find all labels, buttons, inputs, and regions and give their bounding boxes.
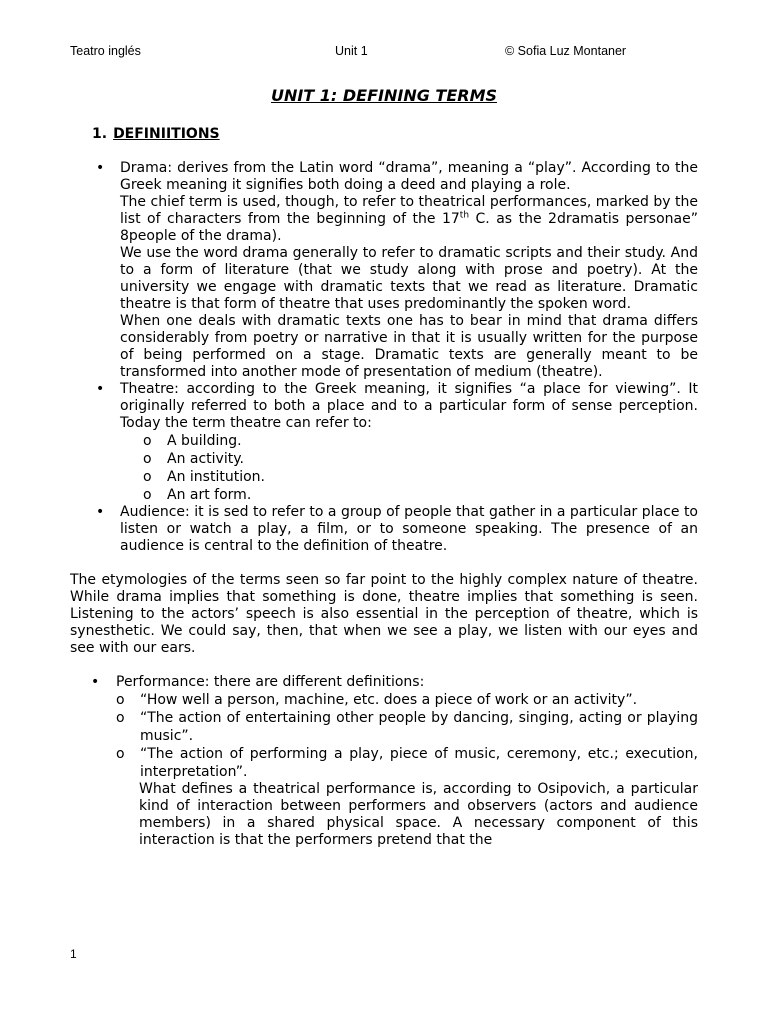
definitions-list xyxy=(70,160,698,555)
performance-sublist xyxy=(93,691,698,781)
sub-item: o A building. xyxy=(120,432,698,450)
drama-paragraph-3: We use the word drama generally to refer to dramatic scripts and their study. And to a form of literature (that we study along with prose and poetry). At the university we engage with dramatic texts that we read as literature. Dramatic theatre is that form of theatre that uses predominantly the spoken word. xyxy=(120,245,698,312)
performance-body xyxy=(116,691,698,849)
etymology-paragraph: The etymologies of the terms seen so far point to the highly complex nature of theatre. While drama implies that something is done, theatre implies that something is seen. Listening to the actors’ speech is also essential in the perception of theatre, which is synesthetic. We could say, then, that when we see a play, we listen with our eyes and see with our ears. xyxy=(70,572,698,656)
sub-item: o “The action of entertaining other people by dancing, singing, acting or playing music”. xyxy=(93,709,698,745)
sub-item: o “How well a person, machine, etc. does a piece of work or an activity”. xyxy=(93,691,698,709)
performance-paragraph: What defines a theatrical performance is, according to Osipovich, a particular kind of interaction between performers and observers (actors and audience members) in a shared physical space. A necessary component of this interaction is that the performers pretend that the xyxy=(139,781,698,848)
section-number: 1. xyxy=(92,126,108,142)
page-number: 1 xyxy=(70,947,77,961)
list-item-audience xyxy=(70,504,698,555)
list-item-theatre xyxy=(70,381,698,504)
header-unit: Unit 1 xyxy=(335,44,368,58)
sub-item: o An activity. xyxy=(120,450,698,468)
theatre-definition: • Theatre: according to the Greek meaning, it signifies “a place for viewing”. It originally referred to both a place and to a particular form of sense perception. Today the term theatre can refer to: xyxy=(120,381,698,431)
document-body xyxy=(70,160,698,849)
header-author: © Sofia Luz Montaner xyxy=(505,44,627,58)
list-item-performance xyxy=(70,674,698,691)
drama-paragraph-4: When one deals with dramatic texts one has to bear in mind that drama differs considerably from poetry or narrative in that it is usually written for the purpose of being performed on a stage. Dramatic texts are generally meant to be transformed into another mode of presentation of medium (theatre). xyxy=(120,313,698,380)
performance-definition: • Performance: there are different definitions: xyxy=(116,674,425,690)
audience-definition: • Audience: it is sed to refer to a group of people that gather in a particular place to listen or watch a play, a film, or to someone speaking. The presence of an audience is central to the definition of theatre. xyxy=(120,504,698,554)
spacer xyxy=(70,555,698,572)
drama-definition: • Drama: derives from the Latin word “drama”, meaning a “play”. According to the Greek meaning it signifies both doing a deed and playing a role. xyxy=(120,160,698,193)
theatre-sublist xyxy=(120,432,698,504)
header-course: Teatro inglés xyxy=(70,44,141,58)
sub-item: o An art form. xyxy=(120,486,698,504)
drama-paragraph-2 xyxy=(120,194,698,245)
drama-p2-tail: C. as the 2dramatis personae” 8people of the drama). xyxy=(120,211,698,244)
spacer xyxy=(70,657,698,674)
performance-list xyxy=(70,674,698,691)
page-title: UNIT 1: DEFINING TERMS xyxy=(270,86,498,105)
century-superscript: th xyxy=(459,210,470,221)
sub-item: o An institution. xyxy=(120,468,698,486)
drama-p2-text: The chief term is used, though, to refer to theatrical performances, marked by the list of characters from the beginning of the 17 xyxy=(120,194,698,227)
section-heading xyxy=(92,126,220,142)
sub-item: o “The action of performing a play, piece of music, ceremony, etc.; execution, interpretation”. xyxy=(93,745,698,781)
list-item-drama xyxy=(70,160,698,381)
section-label: DEFINIITIONS xyxy=(113,126,220,142)
page-header xyxy=(70,44,700,62)
